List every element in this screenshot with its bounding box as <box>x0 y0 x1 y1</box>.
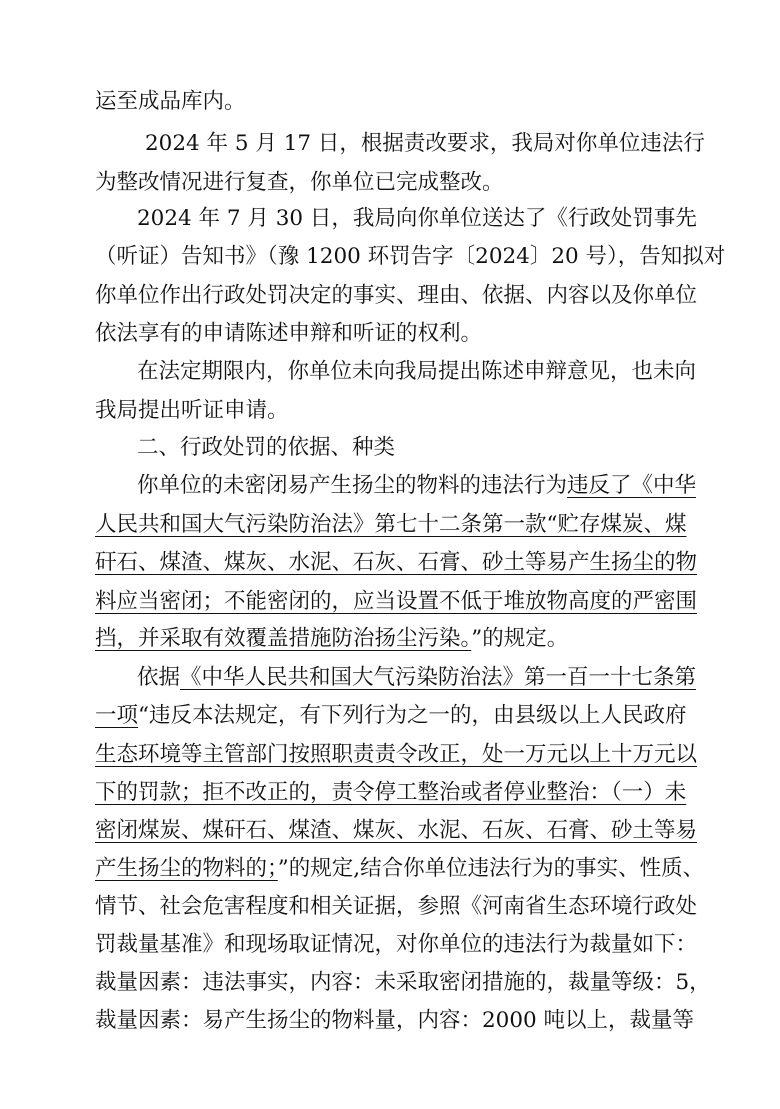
text-line: 依法享有的申请陈述申辩和听证的权利。 <box>95 321 483 346</box>
text-line: 一项“违反本法规定，有下列行为之一的，由县级以上人民政府 <box>95 703 687 728</box>
section-heading: 二、行政处罚的依据、种类 <box>137 435 396 460</box>
text-line: 裁量因素：易产生扬尘的物料量，内容：2000 吨以上，裁量等 <box>95 1008 695 1033</box>
text-line: 我局提出听证申请。 <box>95 398 289 423</box>
text-line: 料应当密闭；不能密闭的，应当设置不低于堆放物高度的严密围 <box>95 589 698 614</box>
text-line: 2024 年 5 月 17 日，根据责改要求，我局对你单位违法行 <box>145 131 705 156</box>
text-line: （听证）告知书》（豫 1200 环罚告字〔2024〕20 号），告知拟对 <box>95 244 726 269</box>
text-line: 为整改情况进行复查，你单位已完成整改。 <box>95 170 504 195</box>
text-line: 在法定期限内，你单位未向我局提出陈述申辩意见，也未向 <box>137 359 697 384</box>
text-line: 生态环境等主管部门按照职责责令改正，处一万元以上十万元以 <box>95 742 698 767</box>
text-line: 你单位的未密闭易产生扬尘的物料的违法行为违反了《中华 <box>137 473 697 498</box>
text-line: 裁量因素：违法事实，内容：未采取密闭措施的，裁量等级：5， <box>95 970 711 995</box>
text-line: 密闭煤炭、煤矸石、煤渣、煤灰、水泥、石灰、石膏、砂土等易 <box>95 818 698 843</box>
text-line: 情节、社会危害程度和相关证据，参照《河南省生态环境行政处 <box>95 894 698 919</box>
text-line: 依据《中华人民共和国大气污染防治法》第一百一十七条第 <box>137 665 697 690</box>
text-line: 2024 年 7 月 30 日，我局向你单位送达了《行政处罚事先 <box>137 206 697 231</box>
text-line: 矸石、煤渣、煤灰、水泥、石灰、石膏、砂土等易产生扬尘的物 <box>95 550 698 575</box>
text-line: 下的罚款；拒不改正的，责令停工整治或者停业整治：（一）未 <box>95 780 687 805</box>
text-line: 产生扬尘的物料的；”的规定,结合你单位违法行为的事实、性质、 <box>95 856 705 881</box>
text-line: 你单位作出行政处罚决定的事实、理由、依据、内容以及你单位 <box>95 283 698 308</box>
text-line: 人民共和国大气污染防治法》第七十二条第一款“贮存煤炭、煤 <box>95 512 687 537</box>
text-line: 罚裁量基准》和现场取证情况，对你单位的违法行为裁量如下： <box>95 932 698 957</box>
text-line: 挡，并采取有效覆盖措施防治扬尘污染。”的规定。 <box>95 626 569 651</box>
text-line: 运至成品库内。 <box>95 89 246 114</box>
